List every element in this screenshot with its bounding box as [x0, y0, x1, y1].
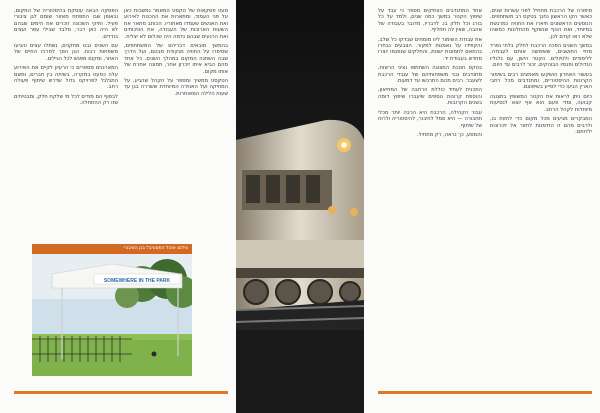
headlight	[341, 142, 347, 148]
left-bottom-rule	[14, 391, 228, 394]
paragraph: עם השנים נבנו מתקנים, נשתלו עצים והגיעו משפחות רבות. הגן הפך למרכז החיים של האזור, ומקום מפגש לכל הגילים.	[14, 43, 118, 62]
paragraph: את עבודת השימור ליוו מומחים שבדקו כל שלב, והקפידו על נאמנות למקור. הצבעים נבחרו בהתאם לתמונות ישנות, והחלקים שנפגמו יוצרו מחדש בעבודת יד.	[378, 36, 482, 62]
paragraph: מעט פסקאות של טקסט המאמר נמשכות כאן על פני העמוד, ומתארות את ההכנות לאירוע ואת האנשים שעמדו מאחוריו. הכותב מתאר את השעות הארוכות של העבודה, את הוויכוחים ואת הרגעים שבהם נדמה היה שכלום לא יצליח.	[124, 8, 228, 40]
paragraph: התכנית לעתיד כוללת הרחבה של המוזיאון, והוספת קרונות נוספים שיעברו שיפוץ דומה בשנים הקרובות.	[378, 87, 482, 107]
right-article-column-a	[490, 8, 592, 376]
dog	[152, 352, 157, 357]
train-illustration	[236, 0, 364, 413]
left-article-column-b	[14, 8, 118, 228]
tent-banner-text: SOMEWHERE IN THE PARK	[103, 278, 171, 284]
right-article-column-b	[378, 8, 482, 376]
train-image-panel	[236, 0, 364, 413]
headlight	[350, 208, 358, 216]
tent-photo	[32, 244, 192, 376]
paragraph: כיום ניתן לראות את הקטר המשופץ בתצוגה קבועה, ומדי פעם הוא אף יוצא לנסיעות מיוחדות לקהל הרחב.	[490, 93, 592, 113]
paragraph: במשך השנים הפכה הרכבת לחלק בלתי נפרד מחיי התושבים, ששימשה אותם לעבודה, ללימודים ולטיולים. הקטר הישן, עם גלגליו הגדולים ופנסיו הבוהקים, זכור לרבים עד היום.	[490, 43, 592, 69]
headlight	[328, 206, 336, 214]
paragraph: המבקרים מגיעים מכל מקום כדי לחזות בו, ולרבים מהם זו הזדמנות לחזור אל זיכרונות ילדותם.	[490, 116, 592, 135]
right-bottom-rule	[378, 391, 592, 394]
paragraph: לבסוף הם מודים לכל מי שלקח חלק, ומבטיחים שזו רק ההתחלה.	[14, 93, 118, 107]
paragraph: אחד המתנדבים הוותיקים מספר כי עבד על שיפוץ הקטר במשך כמה שנים, ולמד על כל בורג וכל חלק בו. לדבריו, מדובר בעבודה של אהבה, שאין לה תחליף.	[378, 8, 482, 34]
right-page	[364, 0, 600, 413]
left-article-column-a	[124, 8, 228, 236]
paragraph: סיפורה של הרכבת מתחיל לפני עשרות שנים, כאשר הקו הראשון נחנך בטקס רב משתתפים. הנוסעים הראשונים תיארו את החוויה כמרגשת במיוחד, ואת הנוף שנשקף מהחלונות כמשהו שלא ראו קודם לכן.	[490, 8, 592, 40]
left-page	[0, 0, 236, 413]
paragraph: בטקס חנוכת התצוגה השתתפו נציגי הרשות, מתנדבים ובני משפחותיהם של עובדי הרכבת לשעבר. רבים מהם התרגשו עד דמעות.	[378, 65, 482, 85]
paragraph: עבור הקהילה, הרכבת היא הרבה יותר מכלי תחבורה — היא סמל לחיבור, להיסטוריה ולרוח של שיתוף.	[378, 109, 482, 129]
paragraph: בהמשך מובאים דבריהם של המשתתפים, שסיפרו על החוויה מנקודת מבטם, ועל הדרך שבה השתנה המקום במהלך השנים. כל אחד מהם הביא איתו זיכרון אחר, תמונה אחרת של אותו מקום.	[124, 43, 228, 75]
photo-caption: צילום אוהל הפסטיבל בגן הציבורי	[32, 244, 192, 254]
paragraph: הפסקה הבאה עוסקת בהיסטוריה של המקום, ובאופן שבו התפתח מאזור שומם לגן ציבורי פעיל. ותיקי השכונה זוכרים את הימים שבהם לא היה כאן דבר, מלבד שבילי עפר ועצים בודדים.	[14, 8, 118, 40]
paragraph: והמסע, כך נראה, רק מתחיל.	[417, 131, 482, 138]
paragraph: בעשור האחרון הושקעו מאמצים רבים בשימור הקרונות ההיסטוריים, ומתנדבים מכל רחבי הארץ הגיעו כדי לסייע בשיפוצם.	[490, 71, 592, 91]
paragraph: המארגנים מספרים כי הרעיון לקיים את האירוע עלה כמעט במקרה, בשיחה בין חברים, ומשם התגלגל לפרויקט גדול שדרש שיתוף פעולה רחב.	[14, 65, 118, 91]
paragraph: הטקסט ממשיך ומספר על הקהל שהגיע, על המוזיקה ועל האווירה המיוחדת ששררה בגן עד שעות הלילה המאוחרות.	[124, 78, 228, 97]
